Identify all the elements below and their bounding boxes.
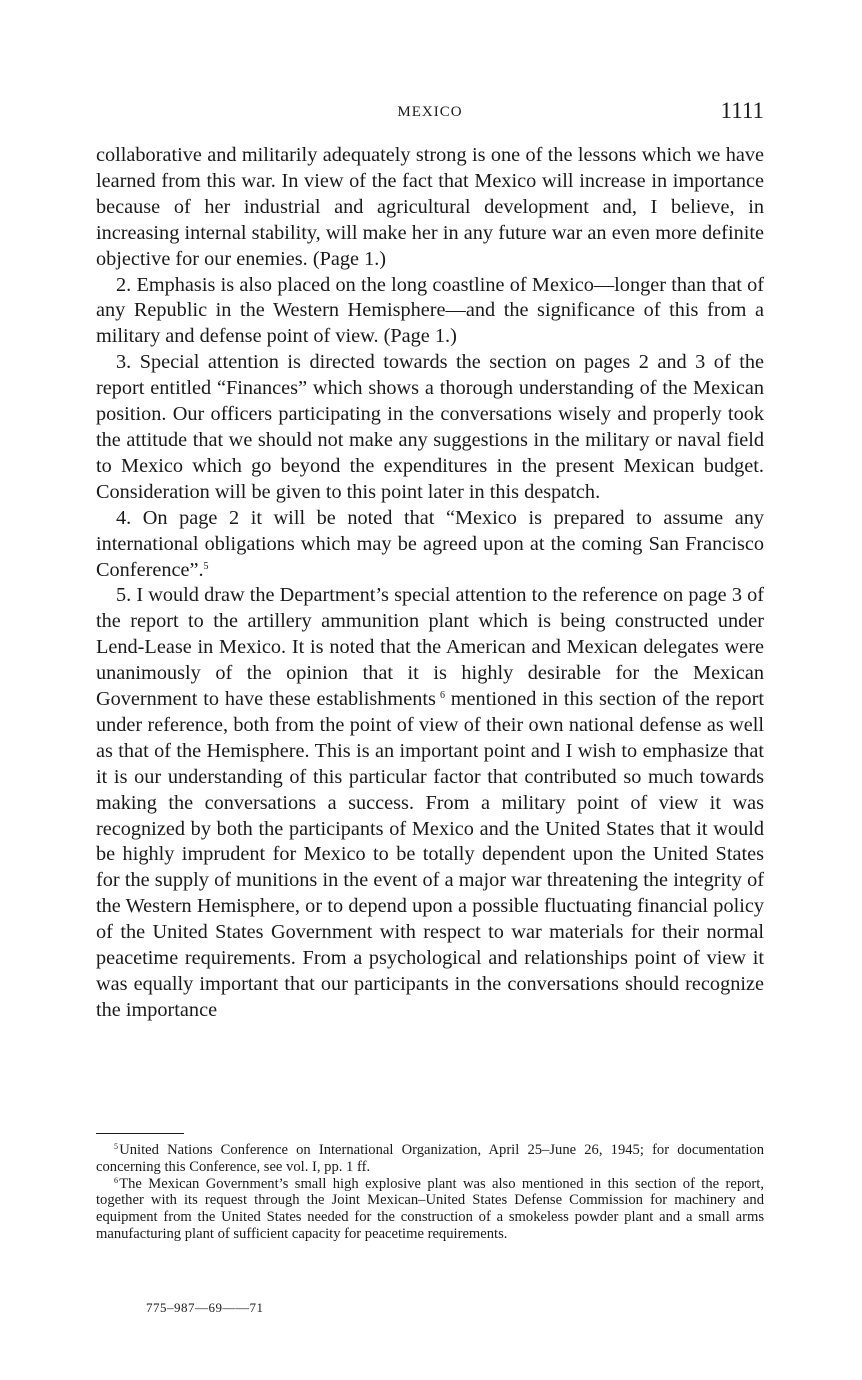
footnote-text: The Mexican Government’s small high explosive plant was also mentioned in this section of the report, together with its request through the Joint Mexican–United States Defense Commission for machinery and equipment from the United States needed for the construction of a smokeless powder plant and a small arms manufacturing plant of sufficient capacity for peacetime requirements.: [96, 1175, 764, 1242]
paragraph-5-text-b: mentioned in this section of the report under reference, both from the point of view of their own national defense as well as that of the Hemisphere. This is an important point and I wish to emphasize that it is our understanding of this particular factor that contributed so much towards making the conversations a success. From a military point of view it was recognized by both the participants of Mexico and the United States that it would be highly imprudent for Mexico to be totally dependent upon the United States for the supply of munitions in the event of a major war threatening the integrity of the Western Hemisphere, or to depend upon a possible fluctuating financial policy of the United States Government with respect to war materials for their normal peacetime requirements. From a psychological and relationships point of view it was equally important that our participants in the conversations should recognize the importance: [96, 688, 765, 1021]
paragraph-4: [96, 506, 764, 584]
page-header: [96, 98, 764, 128]
print-code: 775–987—69——71: [146, 1300, 264, 1315]
paragraph-continuation: collaborative and militarily adequately strong is one of the lessons which we have learned from this war. In view of the fact that Mexico will increase in importance because of her industrial and agricultural development and, I believe, in increasing internal stability, will make her in any future war an even more definite objective for our enemies. (Page 1.): [96, 144, 764, 270]
footnotes: [96, 1142, 764, 1243]
footnote-5: [96, 1142, 764, 1176]
paragraph-5-text-a: 5. I would draw the Department’s special attention to the reference on page 3 of the report to the artillery ammunition plant which is being constructed under Lend-Lease in Mexico. It is noted that the American and Mexican delegates were unanimously of the opinion that it is highly desirable for the Mexican Government to have these establishments: [96, 584, 764, 711]
paragraph-4-text: 4. On page 2 it will be noted that “Mexico is prepared to assume any international obligations which may be agreed upon at the coming San Francisco Conference”.: [96, 506, 764, 581]
page-number: 1111: [720, 98, 764, 123]
footnote-marker: 6: [114, 1175, 118, 1185]
footnote-6: [96, 1176, 764, 1243]
footnote-ref-6: 6: [439, 690, 445, 702]
body-text: [96, 143, 764, 1024]
paragraph-5: [96, 583, 764, 1023]
footnote-divider: [96, 1133, 184, 1134]
footnote-text: United Nations Conference on International Organization, April 25–June 26, 1945; for documentation concerning this Conference, see vol. I, pp. 1 ff.: [96, 1142, 764, 1175]
footnote-marker: 5: [114, 1142, 118, 1151]
paragraph-3: 3. Special attention is directed towards the section on pages 2 and 3 of the report entitled “Finances” which shows a thorough understanding of the Mexican position. Our officers participating in the conversations wisely and properly took the attitude that we should not make any suggestions in the military or naval field to Mexico which go beyond the expenditures in the present Mexican budget. Consideration will be given to this point later in this despatch.: [96, 351, 764, 503]
running-head: MEXICO: [397, 104, 463, 120]
footnote-ref-5: 5: [203, 560, 209, 572]
paragraph-2: 2. Emphasis is also placed on the long coastline of Mexico—longer than that of any Republic in the Western Hemisphere—and the significance of this from a military and defense point of view. (Page 1.): [96, 273, 764, 348]
